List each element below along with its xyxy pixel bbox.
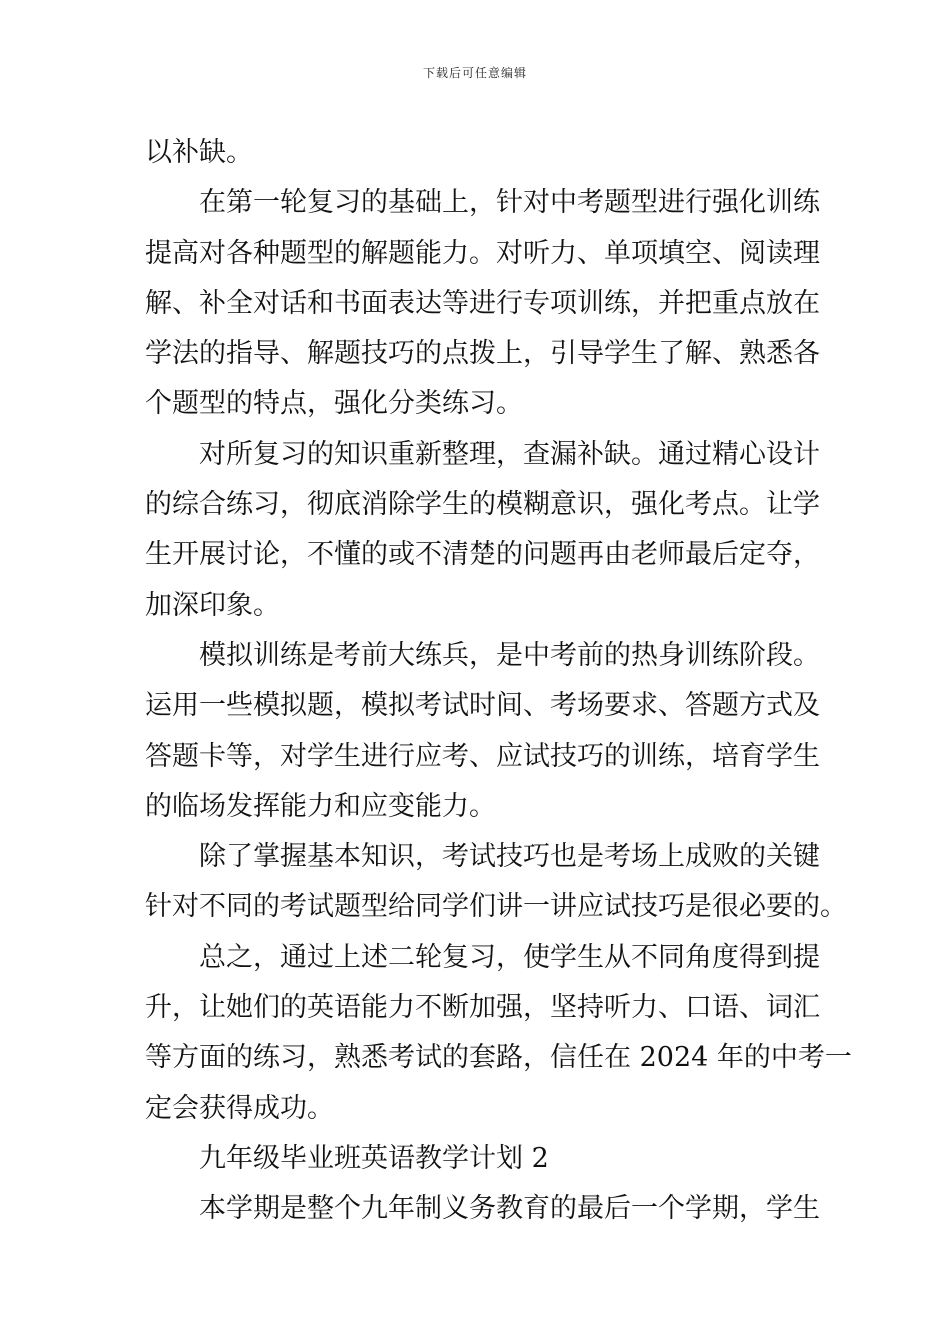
text-line: 等方面的练习，熟悉考试的套路，信任在 2024 年的中考一 (145, 1042, 852, 1074)
text-line: 针对不同的考试题型给同学们讲一讲应试技巧是很必要的。 (145, 891, 847, 923)
text-line: 除了掌握基本知识，考试技巧也是考场上成败的关键 (199, 841, 820, 873)
text-line: 提高对各种题型的解题能力。对听力、单项填空、阅读理 (145, 237, 820, 269)
text-line: 个题型的特点，强化分类练习。 (145, 388, 523, 420)
text-line: 生开展讨论，不懂的或不清楚的问题再由老师最后定夺， (145, 539, 820, 571)
text-line: 升，让她们的英语能力不断加强，坚持听力、口语、词汇 (145, 992, 820, 1024)
text-line: 的临场发挥能力和应变能力。 (145, 790, 496, 822)
text-line: 定会获得成功。 (145, 1092, 334, 1124)
text-line: 本学期是整个九年制义务教育的最后一个学期，学生 (199, 1193, 820, 1225)
text-line: 解、补全对话和书面表达等进行专项训练，并把重点放在 (145, 287, 820, 319)
text-line: 加深印象。 (145, 589, 280, 621)
page-header: 下载后可任意编辑 (422, 66, 527, 80)
text-line: 总之，通过上述二轮复习，使学生从不同角度得到提 (199, 941, 820, 973)
document-body (145, 128, 852, 1235)
text-line: 学法的指导、解题技巧的点拨上，引导学生了解、熟悉各 (145, 338, 820, 370)
text-line: 答题卡等，对学生进行应考、应试技巧的训练，培育学生 (145, 740, 820, 772)
text-line: 九年级毕业班英语教学计划 2 (199, 1142, 549, 1174)
text-line: 在第一轮复习的基础上，针对中考题型进行强化训练 (199, 187, 820, 219)
text-line: 对所复习的知识重新整理，查漏补缺。通过精心设计 (199, 438, 820, 470)
text-line: 模拟训练是考前大练兵，是中考前的热身训练阶段。 (199, 639, 820, 671)
text-line: 以补缺。 (145, 137, 253, 168)
text-line: 运用一些模拟题，模拟考试时间、考场要求、答题方式及 (145, 690, 820, 722)
text-line: 的综合练习，彻底消除学生的模糊意识，强化考点。让学 (145, 489, 820, 521)
